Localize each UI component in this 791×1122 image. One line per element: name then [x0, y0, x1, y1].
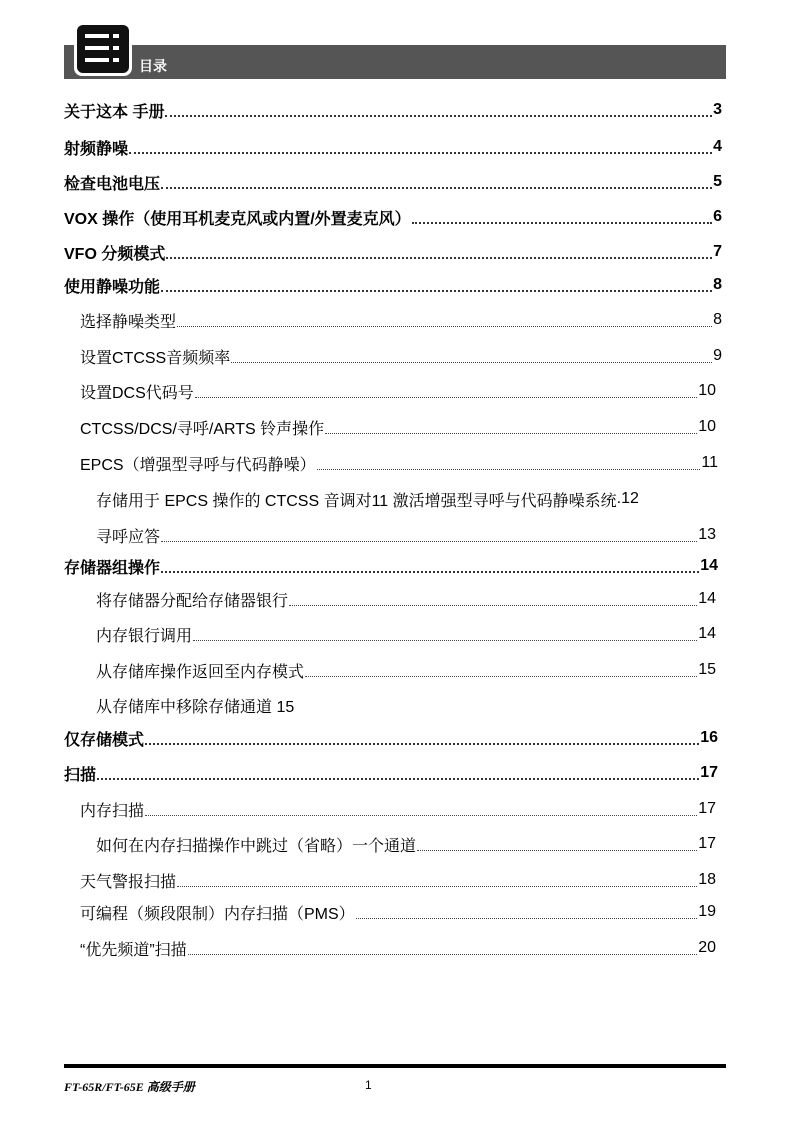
toc-entry-title: VFO 分频模式 [64, 245, 166, 263]
toc-entry-leader [195, 391, 697, 398]
toc-entry[interactable] [64, 97, 722, 123]
toc-entry-page: 5 [713, 173, 722, 190]
toc-entry-page: 3 [713, 101, 722, 118]
toc-entry-title: 将存储器分配给存储器银行 [96, 592, 289, 610]
toc-entry-page: 8 [713, 311, 722, 328]
toc-entry[interactable] [96, 692, 716, 718]
toc-entry-title: 寻呼应答 [96, 528, 161, 546]
toc-entry-page: 13 [698, 526, 716, 543]
toc-entry-leader [289, 599, 697, 606]
footer-title: FT-65R/FT-65E 高级手册 [64, 1080, 195, 1094]
toc-entry[interactable] [96, 522, 716, 548]
toc-entry-page: 14 [698, 590, 716, 607]
toc-entry-title: 关于这本 手册 [64, 103, 165, 121]
toc-entry-page: 20 [698, 939, 716, 956]
toc-entry[interactable] [64, 553, 718, 579]
toc-entry-title: 存储用于 EPCS 操作的 CTCSS 音调对11 激活增强型寻呼与代码静噪系统 [96, 492, 617, 510]
toc-entry-title: “优先频道”扫描 [80, 941, 187, 959]
toc-entry-leader [177, 880, 697, 887]
toc-entry-leader [325, 427, 697, 434]
toc-entry-page: 10 [698, 418, 716, 435]
toc-entry-leader [166, 251, 712, 259]
toc-entry[interactable] [64, 134, 722, 160]
toc-entry[interactable] [64, 760, 718, 786]
toc-entry-leader [231, 356, 712, 363]
toc-entry-page: 14 [700, 557, 718, 574]
toc-entry-page: 8 [713, 276, 722, 293]
toc-entry-title: 内存扫描 [80, 802, 145, 820]
toc-entry-page: 11 [701, 454, 718, 471]
toc-entry-title: 选择静噪类型 [80, 313, 177, 331]
toc-entry-page: 9 [713, 347, 722, 364]
toc-entry-title: 使用静噪功能 [64, 278, 161, 296]
toc-entry-page: 4 [713, 138, 722, 155]
toc-entry-leader [161, 535, 697, 542]
toc-entry-title: 如何在内存扫描操作中跳过（省略）一个通道 [96, 837, 417, 855]
toc-entry-title: 检查电池电压 [64, 175, 161, 193]
toc-entry-leader [161, 284, 712, 292]
toc-entry[interactable] [96, 657, 716, 683]
toc-entry-page: 6 [713, 208, 722, 225]
toc-entry-leader [356, 912, 698, 919]
toc-entry-page: 15 [698, 661, 716, 678]
toc-entry[interactable] [80, 343, 722, 369]
toc-entry-leader [129, 146, 712, 154]
toc-entry[interactable] [64, 239, 722, 265]
toc-entry-leader [145, 737, 699, 745]
toc-entry[interactable] [64, 169, 722, 195]
toc-entry-title: 存储器组操作 [64, 559, 161, 577]
toc-entry-leader [188, 948, 698, 955]
toc-entry[interactable] [80, 450, 718, 476]
toc-entry[interactable] [80, 935, 716, 961]
toc-entry-page: 17 [700, 764, 718, 781]
toc-entry-page: 17 [698, 800, 716, 817]
toc-entry[interactable] [96, 586, 716, 612]
toc-entry[interactable] [80, 867, 716, 893]
toc-entry[interactable] [64, 272, 722, 298]
toc-entry-leader [193, 634, 697, 641]
toc-entry-title: 从存储库中移除存储通道 15 [96, 698, 295, 716]
toc-entry-page: 14 [698, 625, 716, 642]
footer-page-number: 1 [365, 1078, 372, 1092]
toc-entry-leader [161, 565, 699, 573]
toc-entry-title: 从存储库操作返回至内存模式 [96, 663, 305, 681]
toc-entry[interactable] [64, 204, 722, 230]
toc-entry-page: 10 [698, 382, 716, 399]
toc-entry[interactable] [96, 831, 716, 857]
toc-entry-page: .12 [616, 490, 639, 507]
page-title: 目录 [139, 58, 167, 74]
toc-entry[interactable] [80, 307, 722, 333]
toc-entry[interactable] [80, 414, 716, 440]
toc-entry[interactable] [80, 796, 716, 822]
toc-entry-title: 可编程（频段限制）内存扫描（PMS） [80, 905, 355, 923]
toc-entry-leader [145, 809, 697, 816]
toc-entry-leader [97, 772, 699, 780]
toc-entry-title: VOX 操作（使用耳机麦克风或内置/外置麦克风） [64, 210, 411, 228]
toc-entry-page: 18 [698, 871, 716, 888]
toc-entry-leader [177, 320, 712, 327]
toc-entry[interactable] [96, 486, 718, 512]
toc-entry-title: CTCSS/DCS/寻呼/ARTS 铃声操作 [80, 420, 325, 438]
toc-entry-title: 扫描 [64, 766, 97, 784]
toc-entry-title: 仅存储模式 [64, 731, 145, 749]
toc-entry-leader [161, 181, 712, 189]
toc-entry-leader [317, 463, 701, 470]
footer-rule [64, 1064, 726, 1068]
toc-entry-title: 射频静噪 [64, 140, 129, 158]
toc-entry-title: 设置CTCSS音频频率 [80, 349, 231, 367]
toc-entry-page: 19 [698, 903, 716, 920]
toc-entry-leader [165, 109, 712, 117]
toc-entry[interactable] [64, 725, 718, 751]
toc-entry-leader [417, 844, 697, 851]
toc-entry-page: 7 [713, 243, 722, 260]
toc-entry-title: EPCS（增强型寻呼与代码静噪） [80, 456, 316, 474]
toc-entry-title: 内存银行调用 [96, 627, 193, 645]
toc-entry-page: 17 [698, 835, 716, 852]
toc-entry-title: 天气警报扫描 [80, 873, 177, 891]
toc-entry-leader [412, 216, 712, 224]
toc-entry[interactable] [80, 378, 716, 404]
toc-entry-title: 设置DCS代码号 [80, 384, 194, 402]
toc-entry[interactable] [80, 899, 716, 925]
toc-entry-page: 16 [700, 729, 718, 746]
toc-entry-leader [305, 670, 697, 677]
toc-entry[interactable] [96, 621, 716, 647]
